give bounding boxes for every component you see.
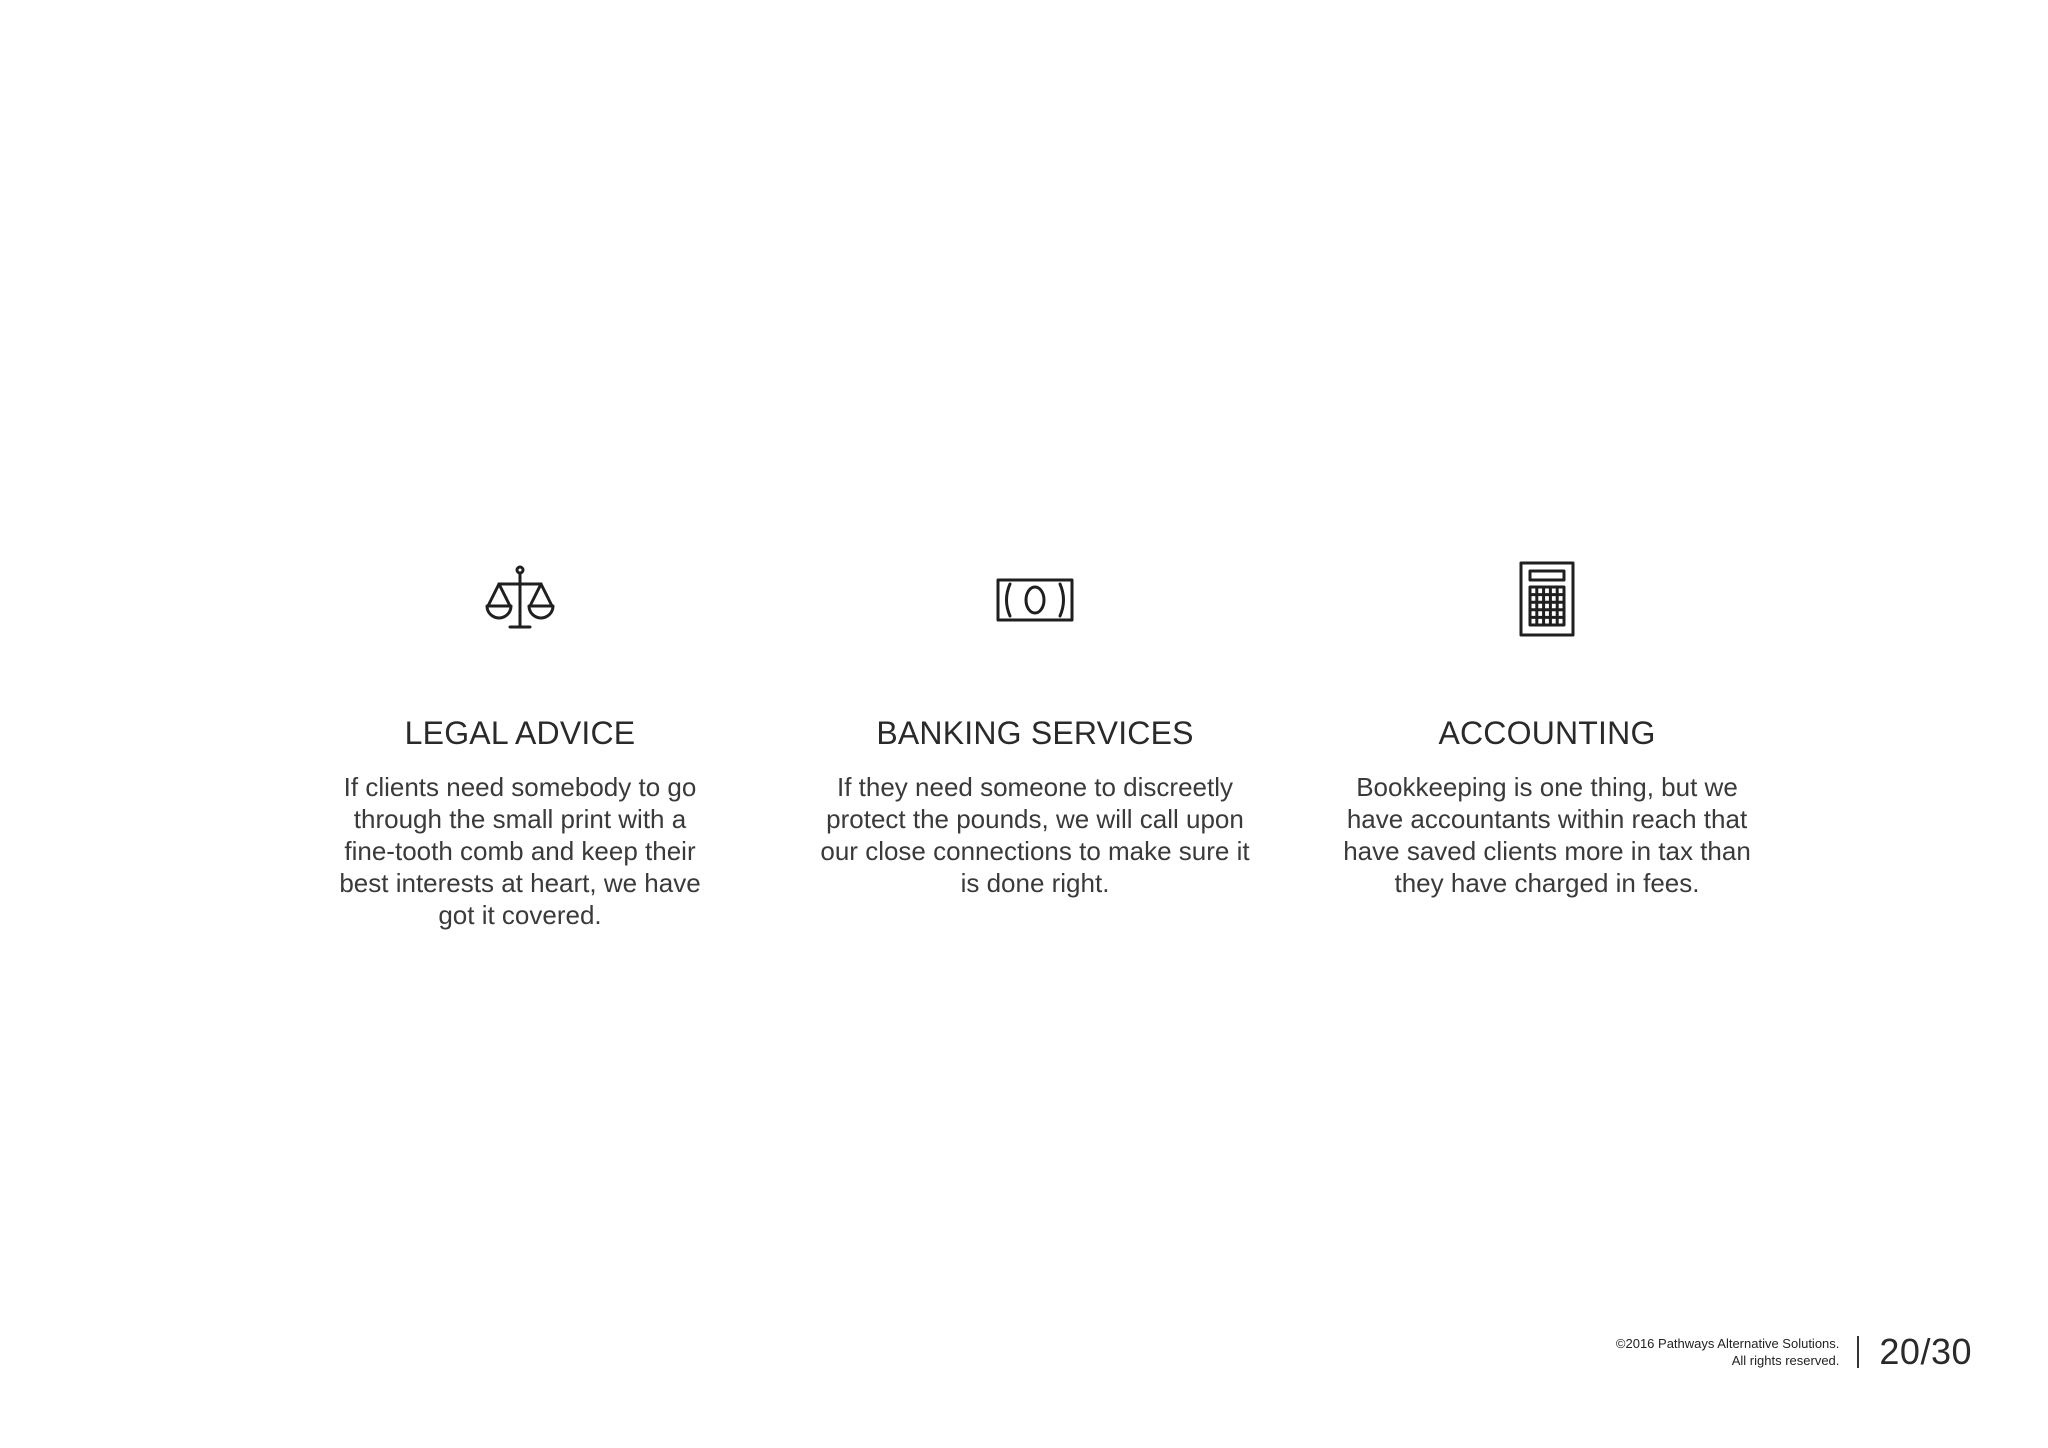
footer-divider xyxy=(1857,1336,1859,1368)
service-legal-advice xyxy=(290,555,750,931)
scales-icon xyxy=(290,555,750,645)
service-description: If they need someone to discreetly protect the pounds, we will call upon our close connections to make sure it is done right. xyxy=(820,772,1250,898)
rights-line: All rights reserved. xyxy=(1731,1353,1840,1368)
service-title: LEGAL ADVICE xyxy=(404,715,636,751)
copyright-notice xyxy=(1616,1335,1840,1369)
service-banking xyxy=(805,555,1265,899)
page-footer xyxy=(1615,1331,1972,1372)
page-number: 20/30 xyxy=(1879,1331,1972,1372)
service-description: Bookkeeping is one thing, but we have accountants within reach that have saved clients more in tax than they have charged in fees. xyxy=(1343,772,1751,898)
service-title: BANKING SERVICES xyxy=(876,715,1194,751)
copyright-line: ©2016 Pathways Alternative Solutions. xyxy=(1615,1336,1840,1351)
service-description: If clients need somebody to go through the small print with a fine-tooth comb and keep their best interests at heart, we have got it covered. xyxy=(339,772,701,930)
service-accounting xyxy=(1317,555,1777,899)
calculator-icon xyxy=(1317,555,1777,645)
service-title: ACCOUNTING xyxy=(1438,715,1656,751)
banknote-icon xyxy=(805,555,1265,645)
